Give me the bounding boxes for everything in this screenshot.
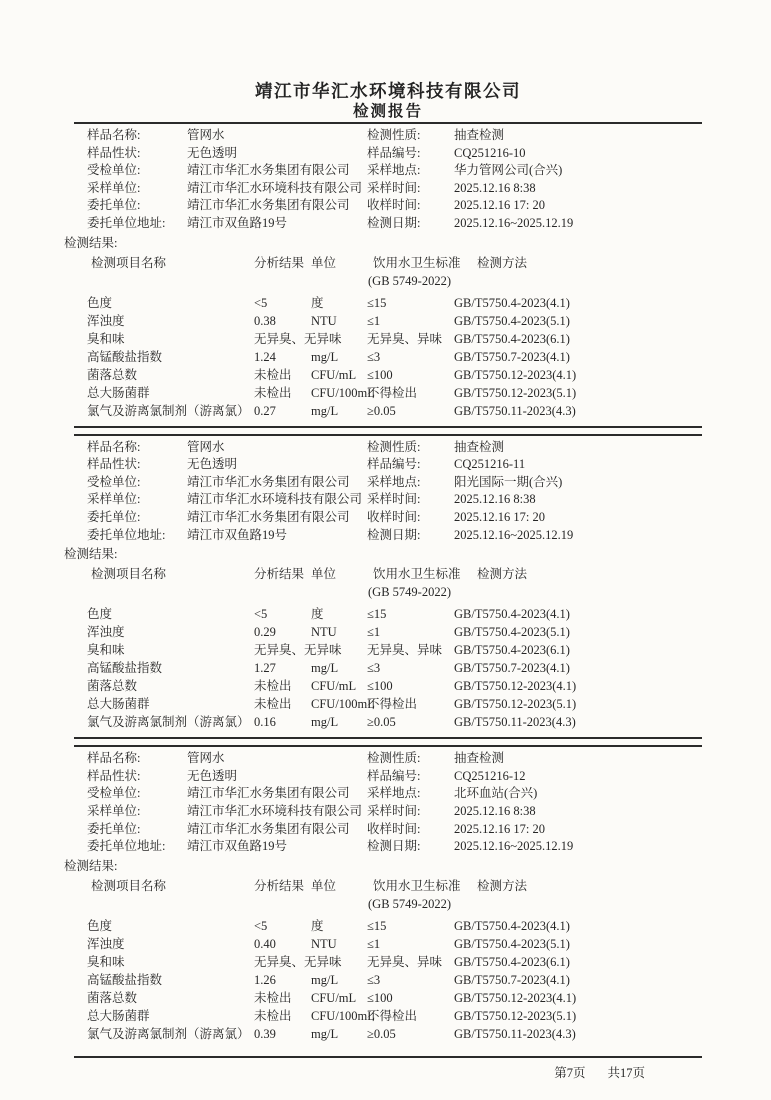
field-value-sampling-site: 北环血站(合兴) xyxy=(454,786,538,801)
cell-standard: ≤3 xyxy=(367,349,381,364)
page-total: 共17页 xyxy=(607,1065,645,1080)
company-title: 靖江市华汇水环境科技有限公司 xyxy=(255,81,521,101)
sample-info-grid xyxy=(74,750,702,856)
cell-unit xyxy=(311,953,367,971)
cell-result: 0.38 xyxy=(254,313,276,328)
cell-item: 浑浊度 xyxy=(87,625,125,640)
field-value-test-date: 2025.12.16~2025.12.19 xyxy=(454,839,574,854)
field-value-sample-no: CQ251216-11 xyxy=(454,457,526,472)
cell-method: GB/T5750.4-2023(5.1) xyxy=(454,625,570,640)
column-header-standard xyxy=(367,254,461,290)
field-label-client-address: 委托单位地址: xyxy=(87,839,166,854)
field-label-sampling-time: 采样时间: xyxy=(367,803,421,818)
cell-method: GB/T5750.12-2023(5.1) xyxy=(454,697,577,712)
cell-unit: mg/L xyxy=(311,715,339,730)
report-title: 检测报告 xyxy=(352,103,423,120)
field-label-sampling-unit: 采样单位: xyxy=(87,180,141,195)
cell-item: 菌落总数 xyxy=(87,679,138,694)
field-label-test-nature: 检测性质: xyxy=(367,439,421,454)
results-heading: 检测结果: xyxy=(64,547,118,562)
cell-unit xyxy=(311,641,367,659)
cell-item: 总大肠菌群 xyxy=(87,1008,150,1023)
cell-result: <5 xyxy=(254,295,268,310)
cell-result: 未检出 xyxy=(254,367,292,382)
field-value-sampling-site: 华力管网公司(合兴) xyxy=(454,163,563,178)
field-label-sample-name: 样品名称: xyxy=(87,751,141,766)
field-value-inspected-unit: 靖江市华汇水务集团有限公司 xyxy=(187,163,350,178)
cell-standard: 无异臭、异味 xyxy=(367,643,443,658)
field-value-receive-time: 2025.12.16 17: 20 xyxy=(454,509,545,524)
cell-item: 臭和味 xyxy=(87,643,125,658)
field-value-receive-time: 2025.12.16 17: 20 xyxy=(454,198,545,213)
cell-standard: 无异臭、异味 xyxy=(367,331,443,346)
field-value-sampling-unit: 靖江市华汇水环境科技有限公司 xyxy=(187,180,363,195)
cell-standard: 不得检出 xyxy=(367,697,418,712)
cell-item: 高锰酸盐指数 xyxy=(87,349,163,364)
cell-standard: ≤100 xyxy=(367,679,393,694)
field-label-sample-name: 样品名称: xyxy=(87,128,141,142)
field-value-sampling-time: 2025.12.16 8:38 xyxy=(454,180,536,195)
field-value-sample-state: 无色透明 xyxy=(187,145,238,160)
field-value-test-nature: 抽查检测 xyxy=(454,128,505,142)
cell-standard: ≥0.05 xyxy=(367,403,396,418)
cell-standard: ≤1 xyxy=(367,313,381,328)
column-header-method: 检测方法 xyxy=(477,255,528,270)
field-value-inspected-unit: 靖江市华汇水务集团有限公司 xyxy=(187,786,350,801)
cell-method: GB/T5750.12-2023(5.1) xyxy=(454,1008,577,1023)
results-table-header xyxy=(74,877,702,913)
cell-unit: NTU xyxy=(311,936,337,951)
field-label-test-date: 检测日期: xyxy=(367,839,421,854)
cell-unit: CFU/100mL xyxy=(311,697,375,712)
cell-standard: ≤1 xyxy=(367,625,381,640)
column-header-result: 分析结果 xyxy=(254,878,305,893)
report-section-1 xyxy=(64,122,702,428)
standard-header-line2: (GB 5749-2022) xyxy=(368,273,451,288)
cell-result: <5 xyxy=(254,607,268,622)
cell-item: 氯气及游离氯制剂（游离氯） xyxy=(87,1026,250,1041)
field-label-inspected-unit: 受检单位: xyxy=(87,474,141,489)
cell-method: GB/T5750.12-2023(4.1) xyxy=(454,679,577,694)
cell-standard: 不得检出 xyxy=(367,385,418,400)
results-table-header xyxy=(74,254,702,290)
cell-result: 0.29 xyxy=(254,625,276,640)
cell-result: 无异臭、无异味 xyxy=(254,954,342,969)
field-label-sampling-site: 采样地点: xyxy=(367,474,421,489)
field-label-test-nature: 检测性质: xyxy=(367,128,421,142)
cell-item: 氯气及游离氯制剂（游离氯） xyxy=(87,403,250,418)
cell-standard: 无异臭、异味 xyxy=(367,954,443,969)
cell-unit: mg/L xyxy=(311,972,339,987)
field-value-sampling-unit: 靖江市华汇水环境科技有限公司 xyxy=(187,492,363,507)
field-value-sample-name: 管网水 xyxy=(187,128,225,142)
cell-result: 1.24 xyxy=(254,349,276,364)
column-header-standard xyxy=(367,877,461,913)
cell-method: GB/T5750.7-2023(4.1) xyxy=(454,349,570,364)
cell-method: GB/T5750.4-2023(6.1) xyxy=(454,954,570,969)
cell-standard: ≤100 xyxy=(367,990,393,1005)
field-value-sample-name: 管网水 xyxy=(187,439,225,454)
cell-method: GB/T5750.7-2023(4.1) xyxy=(454,661,570,676)
field-label-sample-name: 样品名称: xyxy=(87,439,141,454)
field-value-client-address: 靖江市双鱼路19号 xyxy=(187,839,288,854)
cell-unit: NTU xyxy=(311,313,337,328)
cell-item: 色度 xyxy=(87,295,113,310)
cell-standard: ≥0.05 xyxy=(367,1026,396,1041)
field-value-client-unit: 靖江市华汇水务集团有限公司 xyxy=(187,821,350,836)
field-value-sample-state: 无色透明 xyxy=(187,768,238,783)
cell-item: 总大肠菌群 xyxy=(87,697,150,712)
cell-result: 未检出 xyxy=(254,697,292,712)
field-value-sample-state: 无色透明 xyxy=(187,457,238,472)
report-section-3 xyxy=(64,745,702,1058)
standard-header-line1: 饮用水卫生标准 xyxy=(373,567,461,582)
cell-unit: CFU/100mL xyxy=(311,1008,375,1023)
field-label-sample-no: 样品编号: xyxy=(367,457,421,472)
cell-item: 色度 xyxy=(87,607,113,622)
cell-unit: 度 xyxy=(311,918,324,933)
cell-result: 未检出 xyxy=(254,385,292,400)
cell-result: 未检出 xyxy=(254,1008,292,1023)
cell-method: GB/T5750.11-2023(4.3) xyxy=(454,403,576,418)
standard-header-line2: (GB 5749-2022) xyxy=(368,896,451,911)
field-label-client-address: 委托单位地址: xyxy=(87,527,166,542)
cell-unit: NTU xyxy=(311,625,337,640)
cell-unit: mg/L xyxy=(311,403,339,418)
cell-result: 无异臭、无异味 xyxy=(254,331,342,346)
cell-method: GB/T5750.12-2023(4.1) xyxy=(454,990,577,1005)
cell-result: <5 xyxy=(254,918,268,933)
page-footer xyxy=(74,1065,702,1081)
cell-item: 浑浊度 xyxy=(87,313,125,328)
field-value-sampling-unit: 靖江市华汇水环境科技有限公司 xyxy=(187,803,363,818)
column-header-unit: 单位 xyxy=(311,255,337,270)
column-header-result: 分析结果 xyxy=(254,255,305,270)
column-header-method: 检测方法 xyxy=(477,567,528,582)
field-label-receive-time: 收样时间: xyxy=(367,198,421,213)
cell-method: GB/T5750.11-2023(4.3) xyxy=(454,715,576,730)
cell-item: 高锰酸盐指数 xyxy=(87,661,163,676)
field-value-client-unit: 靖江市华汇水务集团有限公司 xyxy=(187,198,350,213)
cell-result: 1.27 xyxy=(254,661,276,676)
column-header-unit: 单位 xyxy=(311,567,337,582)
results-table-body xyxy=(74,917,702,1043)
cell-unit: CFU/100mL xyxy=(311,385,375,400)
cell-method: GB/T5750.4-2023(5.1) xyxy=(454,936,570,951)
field-label-sample-state: 样品性状: xyxy=(87,457,141,472)
cell-unit: mg/L xyxy=(311,661,339,676)
column-header-item: 检测项目名称 xyxy=(91,878,167,893)
field-label-client-unit: 委托单位: xyxy=(87,509,141,524)
cell-standard: ≤15 xyxy=(367,295,387,310)
field-label-sample-state: 样品性状: xyxy=(87,145,141,160)
cell-result: 0.16 xyxy=(254,715,276,730)
field-label-sample-no: 样品编号: xyxy=(367,145,421,160)
cell-result: 1.26 xyxy=(254,972,276,987)
field-label-sample-state: 样品性状: xyxy=(87,768,141,783)
field-value-test-nature: 抽查检测 xyxy=(454,751,505,766)
cell-method: GB/T5750.11-2023(4.3) xyxy=(454,1026,576,1041)
cell-result: 未检出 xyxy=(254,990,292,1005)
report-section-2 xyxy=(64,434,702,740)
report-content xyxy=(64,0,702,1081)
cell-unit xyxy=(311,330,367,348)
field-label-receive-time: 收样时间: xyxy=(367,509,421,524)
field-value-sampling-site: 阳光国际一期(合兴) xyxy=(454,474,563,489)
cell-item: 臭和味 xyxy=(87,954,125,969)
field-value-sample-name: 管网水 xyxy=(187,751,225,766)
results-table-body xyxy=(74,605,702,731)
standard-header-line2: (GB 5749-2022) xyxy=(368,585,451,600)
cell-result: 0.40 xyxy=(254,936,276,951)
field-label-sampling-unit: 采样单位: xyxy=(87,803,141,818)
sample-info-grid xyxy=(74,127,702,233)
column-header-item: 检测项目名称 xyxy=(91,567,167,582)
field-label-test-date: 检测日期: xyxy=(367,527,421,542)
field-value-sampling-time: 2025.12.16 8:38 xyxy=(454,492,536,507)
cell-method: GB/T5750.7-2023(4.1) xyxy=(454,972,570,987)
cell-unit: 度 xyxy=(311,607,324,622)
cell-unit: CFU/mL xyxy=(311,990,357,1005)
cell-standard: ≥0.05 xyxy=(367,715,396,730)
standard-header-line1: 饮用水卫生标准 xyxy=(373,255,461,270)
cell-standard: ≤1 xyxy=(367,936,381,951)
cell-unit: CFU/mL xyxy=(311,679,357,694)
field-value-client-address: 靖江市双鱼路19号 xyxy=(187,527,288,542)
cell-standard: ≤3 xyxy=(367,972,381,987)
field-label-sampling-time: 采样时间: xyxy=(367,492,421,507)
cell-method: GB/T5750.4-2023(4.1) xyxy=(454,607,570,622)
column-header-result: 分析结果 xyxy=(254,567,305,582)
cell-item: 色度 xyxy=(87,918,113,933)
cell-method: GB/T5750.4-2023(6.1) xyxy=(454,643,570,658)
column-header-unit: 单位 xyxy=(311,878,337,893)
cell-method: GB/T5750.4-2023(4.1) xyxy=(454,918,570,933)
field-label-sample-no: 样品编号: xyxy=(367,768,421,783)
cell-item: 高锰酸盐指数 xyxy=(87,972,163,987)
cell-standard: ≤3 xyxy=(367,661,381,676)
page-number: 第7页 xyxy=(554,1065,586,1080)
cell-unit: CFU/mL xyxy=(311,367,357,382)
field-value-receive-time: 2025.12.16 17: 20 xyxy=(454,821,545,836)
field-value-sample-no: CQ251216-12 xyxy=(454,768,526,783)
cell-method: GB/T5750.12-2023(5.1) xyxy=(454,385,577,400)
cell-method: GB/T5750.12-2023(4.1) xyxy=(454,367,577,382)
cell-standard: ≤100 xyxy=(367,367,393,382)
field-value-test-date: 2025.12.16~2025.12.19 xyxy=(454,527,574,542)
column-header-item: 检测项目名称 xyxy=(91,255,167,270)
field-label-sampling-unit: 采样单位: xyxy=(87,492,141,507)
field-value-client-address: 靖江市双鱼路19号 xyxy=(187,215,288,230)
cell-standard: 不得检出 xyxy=(367,1008,418,1023)
sample-info-grid xyxy=(74,439,702,545)
results-table-header xyxy=(74,565,702,601)
cell-method: GB/T5750.4-2023(6.1) xyxy=(454,331,570,346)
cell-unit: mg/L xyxy=(311,1026,339,1041)
cell-item: 浑浊度 xyxy=(87,936,125,951)
field-label-inspected-unit: 受检单位: xyxy=(87,786,141,801)
cell-item: 总大肠菌群 xyxy=(87,385,150,400)
cell-unit: 度 xyxy=(311,295,324,310)
field-label-test-date: 检测日期: xyxy=(367,215,421,230)
cell-standard: ≤15 xyxy=(367,607,387,622)
cell-method: GB/T5750.4-2023(5.1) xyxy=(454,313,570,328)
field-value-sample-no: CQ251216-10 xyxy=(454,145,526,160)
field-label-client-unit: 委托单位: xyxy=(87,198,141,213)
cell-item: 氯气及游离氯制剂（游离氯） xyxy=(87,715,250,730)
field-label-client-address: 委托单位地址: xyxy=(87,215,166,230)
field-value-test-nature: 抽查检测 xyxy=(454,439,505,454)
field-label-inspected-unit: 受检单位: xyxy=(87,163,141,178)
column-header-method: 检测方法 xyxy=(477,878,528,893)
field-value-inspected-unit: 靖江市华汇水务集团有限公司 xyxy=(187,474,350,489)
cell-result: 0.39 xyxy=(254,1026,276,1041)
cell-standard: ≤15 xyxy=(367,918,387,933)
field-label-receive-time: 收样时间: xyxy=(367,821,421,836)
field-value-test-date: 2025.12.16~2025.12.19 xyxy=(454,215,574,230)
cell-result: 无异臭、无异味 xyxy=(254,643,342,658)
column-header-standard xyxy=(367,565,461,601)
cell-item: 菌落总数 xyxy=(87,990,138,1005)
field-value-client-unit: 靖江市华汇水务集团有限公司 xyxy=(187,509,350,524)
field-label-sampling-site: 采样地点: xyxy=(367,163,421,178)
cell-item: 菌落总数 xyxy=(87,367,138,382)
field-label-sampling-site: 采样地点: xyxy=(367,786,421,801)
cell-result: 未检出 xyxy=(254,679,292,694)
cell-item: 臭和味 xyxy=(87,331,125,346)
field-label-client-unit: 委托单位: xyxy=(87,821,141,836)
cell-result: 0.27 xyxy=(254,403,276,418)
cell-method: GB/T5750.4-2023(4.1) xyxy=(454,295,570,310)
results-heading: 检测结果: xyxy=(64,858,118,873)
standard-header-line1: 饮用水卫生标准 xyxy=(373,878,461,893)
field-value-sampling-time: 2025.12.16 8:38 xyxy=(454,803,536,818)
cell-unit: mg/L xyxy=(311,349,339,364)
field-label-sampling-time: 采样时间: xyxy=(367,180,421,195)
field-label-test-nature: 检测性质: xyxy=(367,751,421,766)
results-table-body xyxy=(74,294,702,420)
results-heading: 检测结果: xyxy=(64,235,118,250)
